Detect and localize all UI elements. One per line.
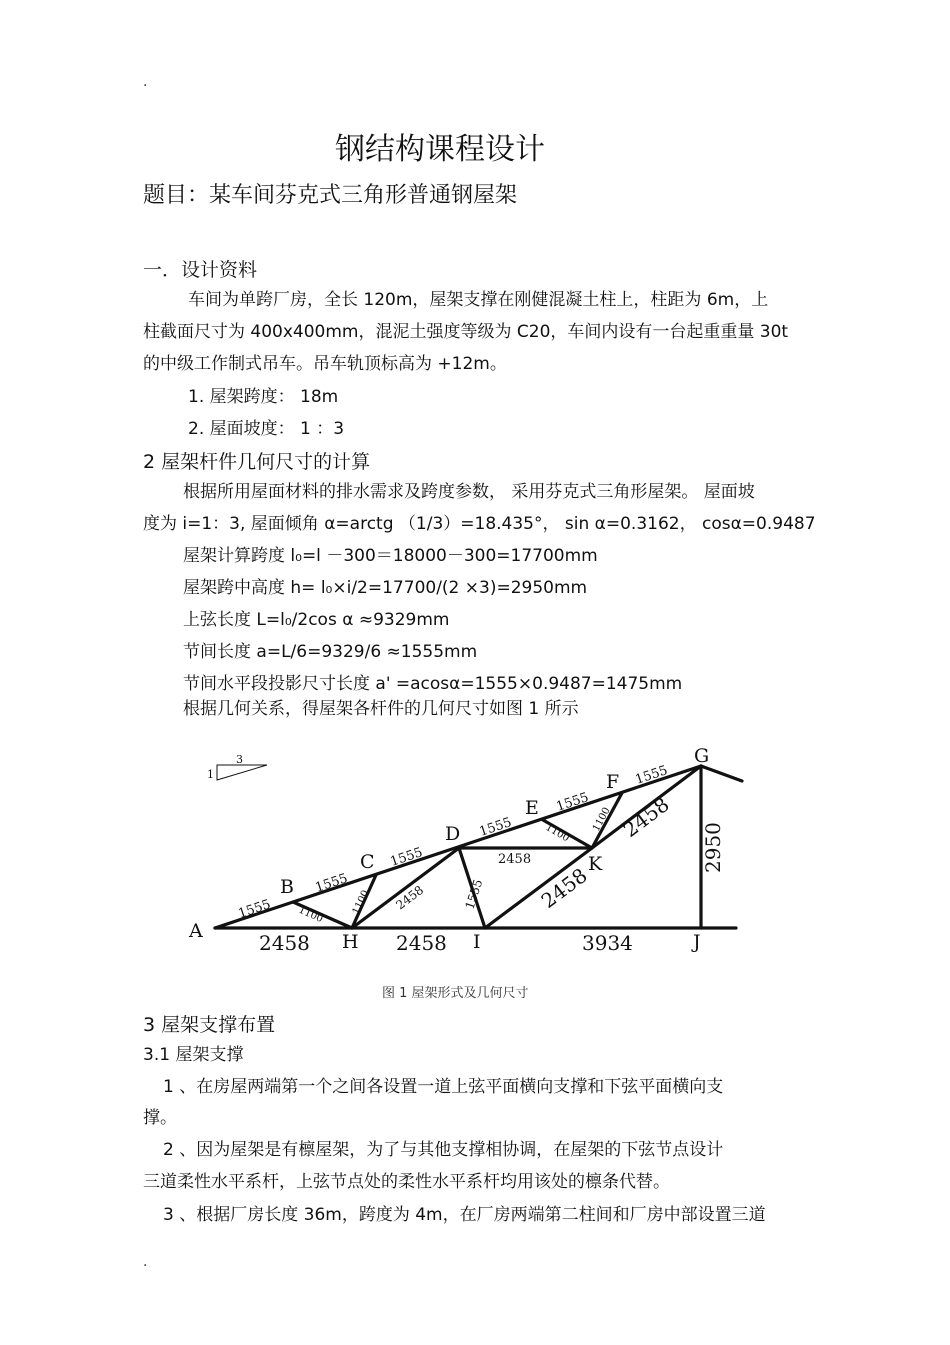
dim-top-2: 1555: [313, 871, 350, 896]
section1-line-1: 车间为单跨厂房，全长 120m，屋架支撑在刚健混凝土柱上，柱距为 6m，上: [188, 290, 769, 310]
document-subtitle: 题目：某车间芬克式三角形普通钢屋架: [143, 183, 518, 208]
dim-top-1: 1555: [236, 897, 273, 922]
section2-heading: 2 屋架杆件几何尺寸的计算: [143, 451, 371, 473]
node-label-a: A: [189, 920, 203, 942]
node-label-g: G: [694, 745, 710, 767]
section1-line-3: 的中级工作制式吊车。吊车轨顶标高为 +12m。: [143, 354, 507, 374]
section2-line-5: 上弦长度 L=l₀/2cos α ≈9329mm: [183, 610, 450, 630]
dim-di: 1555: [462, 877, 486, 911]
section2-line-6: 节间长度 a=L/6=9329/6 ≈1555mm: [183, 642, 478, 662]
dim-top-6: 1555: [633, 763, 670, 788]
node-label-f: F: [606, 771, 620, 793]
section1-item-2: 2. 屋面坡度： 1 ：3: [188, 419, 345, 439]
slope-label-3: 3: [236, 753, 243, 766]
dim-ah: 2458: [259, 931, 310, 955]
dim-ik: 2458: [536, 863, 592, 913]
dim-ek: 1100: [543, 822, 572, 845]
section3-line-2: 撑。: [143, 1108, 177, 1128]
dim-ij: 3934: [582, 931, 633, 955]
dim-dk: 2458: [498, 852, 532, 867]
dim-ch: 1100: [350, 888, 372, 917]
dim-bh: 1100: [296, 904, 325, 926]
section3-line-5: 3 、根据厂房长度 36m，跨度为 4m，在厂房两端第二柱间和厂房中部设置三道: [163, 1205, 766, 1225]
document-title: 钢结构课程设计: [335, 132, 545, 167]
section1-item-1: 1. 屋架跨度： 18m: [188, 387, 339, 407]
node-label-k: K: [588, 853, 603, 875]
node-label-d: D: [445, 823, 461, 845]
node-label-h: H: [342, 931, 359, 953]
page-top-mark: .: [143, 74, 148, 90]
node-label-j: J: [693, 931, 701, 953]
section1-line-2: 柱截面尺寸为 400x400mm，混泥土强度等级为 C20，车间内设有一台起重重量 30t: [143, 322, 789, 342]
top-chord-overhang: [701, 766, 742, 781]
section2-line-4: 屋架跨中高度 h= l₀×i/2=17700/(2 ×3)=2950mm: [183, 578, 588, 598]
node-label-c: C: [360, 851, 375, 873]
section3-line-3: 2 、因为屋架是有檩屋架，为了与其他支撑相协调，在屋架的下弦节点设计: [163, 1140, 724, 1160]
page-bottom-mark: .: [143, 1254, 148, 1270]
section3-subheading: 3.1 屋架支撑: [143, 1045, 244, 1065]
dim-gj: 2950: [701, 822, 725, 873]
dim-kg: 2458: [618, 792, 674, 842]
section3-heading: 3 屋架支撑布置: [143, 1014, 276, 1036]
dim-top-4: 1555: [477, 815, 514, 840]
slope-indicator: [207, 753, 267, 781]
section3-line-1: 1 、在房屋两端第一个之间各设置一道上弦平面横向支撑和下弦平面横向支: [163, 1077, 724, 1097]
dim-hd: 2458: [393, 882, 427, 913]
section2-line-3: 屋架计算跨度 l₀=l －300＝18000－300=17700mm: [183, 546, 598, 566]
node-label-i: I: [473, 931, 481, 953]
node-label-b: B: [280, 876, 294, 898]
figure-caption: 图 1 屋架形式及几何尺寸: [382, 986, 529, 1001]
dim-fk: 1100: [590, 805, 613, 834]
section2-line-2: 度为 i=1：3, 屋面倾角 α=arctg （1/3）=18.435°， sin α=0.3162， cosα=0.9487: [143, 514, 816, 534]
section2-line-1: 根据所用屋面材料的排水需求及跨度参数， 采用芬克式三角形屋架。 屋面坡: [183, 482, 755, 502]
dim-top-3: 1555: [388, 845, 425, 870]
truss-diagram: [0, 730, 950, 970]
dim-hi: 2458: [396, 931, 447, 955]
slope-label-1: 1: [207, 768, 214, 781]
section2-line-7: 节间水平段投影尺寸长度 a' =acosα=1555×0.9487=1475mm: [183, 674, 683, 694]
section1-heading: 一．设计资料: [143, 259, 258, 281]
dim-top-5: 1555: [554, 790, 591, 815]
section3-line-4: 三道柔性水平系杆，上弦节点处的柔性水平系杆均用该处的檩条代替。: [143, 1172, 670, 1192]
node-label-e: E: [525, 797, 539, 819]
section2-line-8: 根据几何关系，得屋架各杆件的几何尺寸如图 1 所示: [183, 699, 579, 719]
